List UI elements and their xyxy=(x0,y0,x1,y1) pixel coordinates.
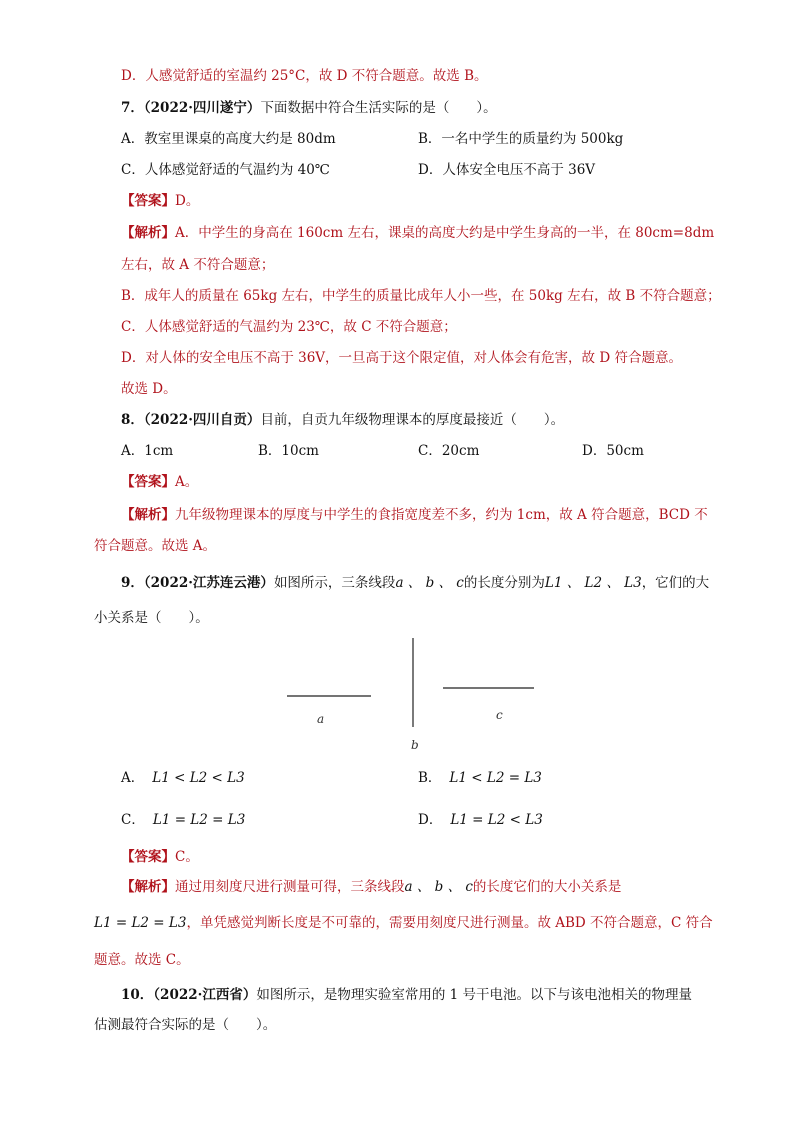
q8-analysis-1 xyxy=(121,505,708,525)
question-number: 7． xyxy=(121,100,144,116)
q8-option-d: D．50cm xyxy=(582,443,644,459)
question-stem: 下面数据中符合生活实际的是（ ）。 xyxy=(260,100,497,116)
q9-option-b: B． L1 < L2 = L3 xyxy=(418,770,542,786)
analysis-text: A．中学生的身高在 160cm 左右，课桌的高度大约是中学生身高的一半，在 80cm=8dm xyxy=(175,225,715,241)
question-8 xyxy=(121,410,564,430)
q7-analysis-5: D．对人体的安全电压不高于 36V，一旦高于这个限定值，对人体会有危害，故 D 符合题意。 xyxy=(121,350,682,366)
q7-option-a: A．教室里课桌的高度大约是 80dm xyxy=(121,131,336,147)
q9-analysis-2: L1 = L2 = L3，单凭感觉判断长度是不可靠的，需要用刻度尺进行测量。故 ABD 不符合题意，C 符合 xyxy=(94,915,713,931)
q9-analysis-1 xyxy=(121,877,621,897)
q8-option-a: A．1cm xyxy=(121,443,174,459)
question-stem: 目前，自贡九年级物理课本的厚度最接近（ ）。 xyxy=(260,412,565,428)
question-9 xyxy=(121,573,709,593)
q9-option-c: C． L1 = L2 = L3 xyxy=(121,812,246,828)
lengths-l1-l2-l3: L1 、 L2 、 L3 xyxy=(544,575,642,591)
question-source: （2022·四川自贡） xyxy=(143,412,261,428)
q9-option-d: D． L1 = L2 < L3 xyxy=(418,812,543,828)
answer-tag: 【答案】 xyxy=(121,849,175,865)
question-7 xyxy=(121,98,497,118)
analysis-text: 通过用刻度尺进行测量可得，三条线段 xyxy=(175,879,405,895)
q9-answer xyxy=(121,847,199,867)
q8-analysis-2: 符合题意。故选 A。 xyxy=(94,538,217,554)
q7-option-d: D．人体安全电压不高于 36V xyxy=(418,162,596,178)
segments-abc: a 、 b 、 c xyxy=(395,575,464,591)
question-source: （2022·江苏连云港） xyxy=(143,575,274,591)
question-stem-2: 的长度分别为 xyxy=(463,575,545,591)
q7-option-b: B．一名中学生的质量约为 500kg xyxy=(418,131,624,147)
question-10-cont: 估测最符合实际的是（ ）。 xyxy=(94,1017,277,1033)
q7-analysis-3: B．成年人的质量在 65kg 左右，中学生的质量比成年人小一些，在 50kg 左右，故 B 不符合题意； xyxy=(121,288,721,304)
q9-option-a: A． L1 < L2 < L3 xyxy=(121,770,245,786)
q8-option-b: B．10cm xyxy=(258,443,319,459)
question-9-cont: 小关系是（ ）。 xyxy=(94,610,209,626)
analysis-text: 九年级物理课本的厚度与中学生的食指宽度差不多，约为 1cm，故 A 符合题意，BCD 不 xyxy=(175,507,708,523)
question-source: （2022·四川遂宁） xyxy=(143,100,261,116)
question-number: 9． xyxy=(121,575,144,591)
question-number: 10． xyxy=(121,987,154,1003)
answer-text: D。 xyxy=(175,193,200,209)
question-number: 8． xyxy=(121,412,144,428)
q8-answer xyxy=(121,472,198,492)
answer-tag: 【答案】 xyxy=(121,474,175,490)
question-10 xyxy=(121,985,692,1005)
label-b: b xyxy=(411,738,419,752)
question-stem-3: ，它们的大 xyxy=(641,575,710,591)
analysis-tag: 【解析】 xyxy=(121,507,175,523)
analysis-text-2: 的长度它们的大小关系是 xyxy=(472,879,622,895)
q6-conclusion: D．人感觉舒适的室温约 25°C，故 D 不符合题意。故选 B。 xyxy=(121,68,488,84)
q9-line-segments-figure xyxy=(270,630,560,760)
q7-analysis-1 xyxy=(121,223,714,243)
q7-analysis-4: C．人体感觉舒适的气温约为 23℃，故 C 不符合题意； xyxy=(121,319,457,335)
question-stem-1: 如图所示，三条线段 xyxy=(273,575,396,591)
label-c: c xyxy=(496,708,503,722)
analysis-tag: 【解析】 xyxy=(121,225,175,241)
question-source: （2022·江西省） xyxy=(153,987,257,1003)
q7-answer xyxy=(121,191,199,211)
answer-tag: 【答案】 xyxy=(121,193,175,209)
answer-relation: L1 = L2 = L3 xyxy=(94,915,187,931)
label-a: a xyxy=(317,712,325,726)
q9-analysis-3: 题意。故选 C。 xyxy=(94,952,190,968)
q8-option-c: C．20cm xyxy=(418,443,480,459)
answer-text: A。 xyxy=(175,474,199,490)
q7-option-c: C．人体感觉舒适的气温约为 40℃ xyxy=(121,162,330,178)
answer-text: C。 xyxy=(175,849,199,865)
question-stem: 如图所示，是物理实验室常用的 1 号干电池。以下与该电池相关的物理量 xyxy=(256,987,692,1003)
q7-analysis-2: 左右，故 A 不符合题意； xyxy=(121,257,275,273)
analysis-tag: 【解析】 xyxy=(121,879,175,895)
q7-conclusion: 故选 D。 xyxy=(121,381,177,397)
segments-abc: a 、 b 、 c xyxy=(404,879,473,895)
